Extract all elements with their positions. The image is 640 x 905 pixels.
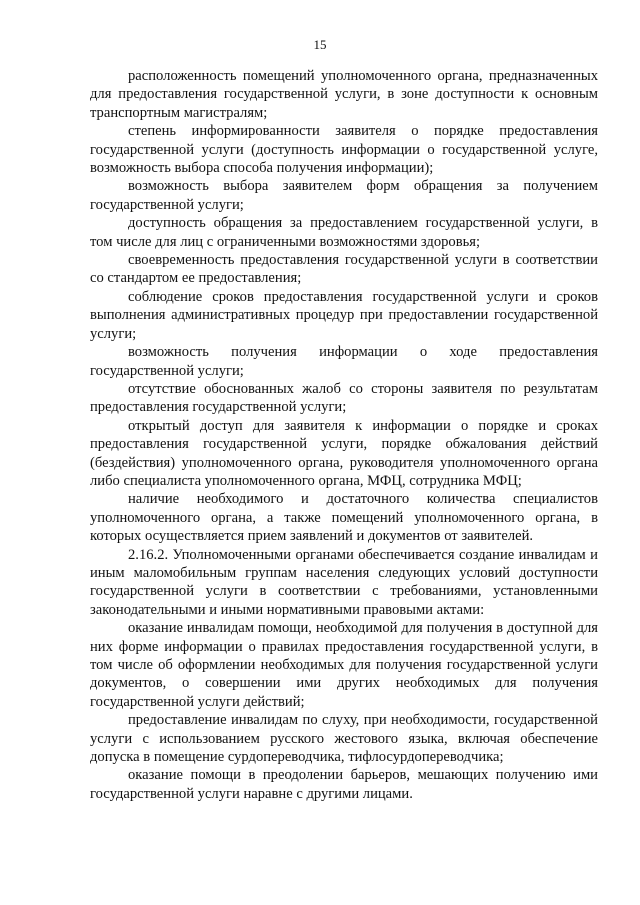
paragraph-request-accessibility: доступность обращения за предоставлением государственной услуги, в том числе для лиц с ограниченными возможностями здоровья;	[90, 215, 598, 250]
paragraph-information-awareness: степень информированности заявителя о порядке предоставления государственной услуги (доступность информации о государственной услуге, возможность выбора способа получения информации);	[90, 123, 598, 177]
paragraph-location-accessibility: расположенность помещений уполномоченного органа, предназначенных для предоставления государственной услуги, в зоне доступности к основным транспортным магистралям;	[90, 68, 598, 121]
document-body	[90, 67, 598, 803]
paragraph-staff-and-premises: наличие необходимого и достаточного количества специалистов уполномоченного органа, а также помещений уполномоченного органа, в которых осуществляется прием заявлений и документов от заявителей.	[90, 491, 598, 545]
paragraph-progress-information: возможность получения информации о ходе предоставления государственной услуги;	[90, 344, 598, 379]
paragraph-request-form-choice: возможность выбора заявителем форм обращения за получением государственной услуги;	[90, 178, 598, 213]
paragraph-open-access: открытый доступ для заявителя к информации о порядке и сроках предоставления государственной услуги, порядке обжалования действий (бездействия) уполномоченного органа, руководителя уполномоченного органа либо специалиста уполномоченного органа, МФЦ, сотрудника МФЦ;	[90, 417, 598, 489]
paragraph-section-2-16-2: 2.16.2. Уполномоченными органами обеспечивается создание инвалидам и иным маломобильным группам населения следующих условий доступности государственной услуги в соответствии с требованиями, установленными законодательными и иными нормативными правовыми актами:	[90, 546, 598, 618]
paragraph-sign-language: предоставление инвалидам по слуху, при необходимости, государственной услуги с использованием русского жестового языка, включая обеспечение допуска в помещение сурдопереводчика, тифлосурдопереводчика;	[90, 712, 598, 766]
paragraph-assistance-information: оказание инвалидам помощи, необходимой для получения в доступной для них форме информации о правилах предоставления государственной услуги, в том числе об оформлении необходимых для получения государственной услуги документов, о совершении ими других необходимых для получения государственной услуги действий;	[90, 620, 598, 710]
paragraph-deadline-compliance: соблюдение сроков предоставления государственной услуги и сроков выполнения административных процедур при предоставлении государственной услуги;	[90, 288, 598, 342]
paragraph-timeliness: своевременность предоставления государственной услуги в соответствии со стандартом ее предоставления;	[90, 252, 598, 287]
page-number: 15	[313, 37, 327, 52]
paragraph-barrier-assistance: оказание помощи в преодолении барьеров, мешающих получению ими государственной услуги наравне с другими лицами.	[90, 767, 598, 802]
paragraph-no-complaints: отсутствие обоснованных жалоб со стороны заявителя по результатам предоставления государственной услуги;	[90, 380, 598, 416]
